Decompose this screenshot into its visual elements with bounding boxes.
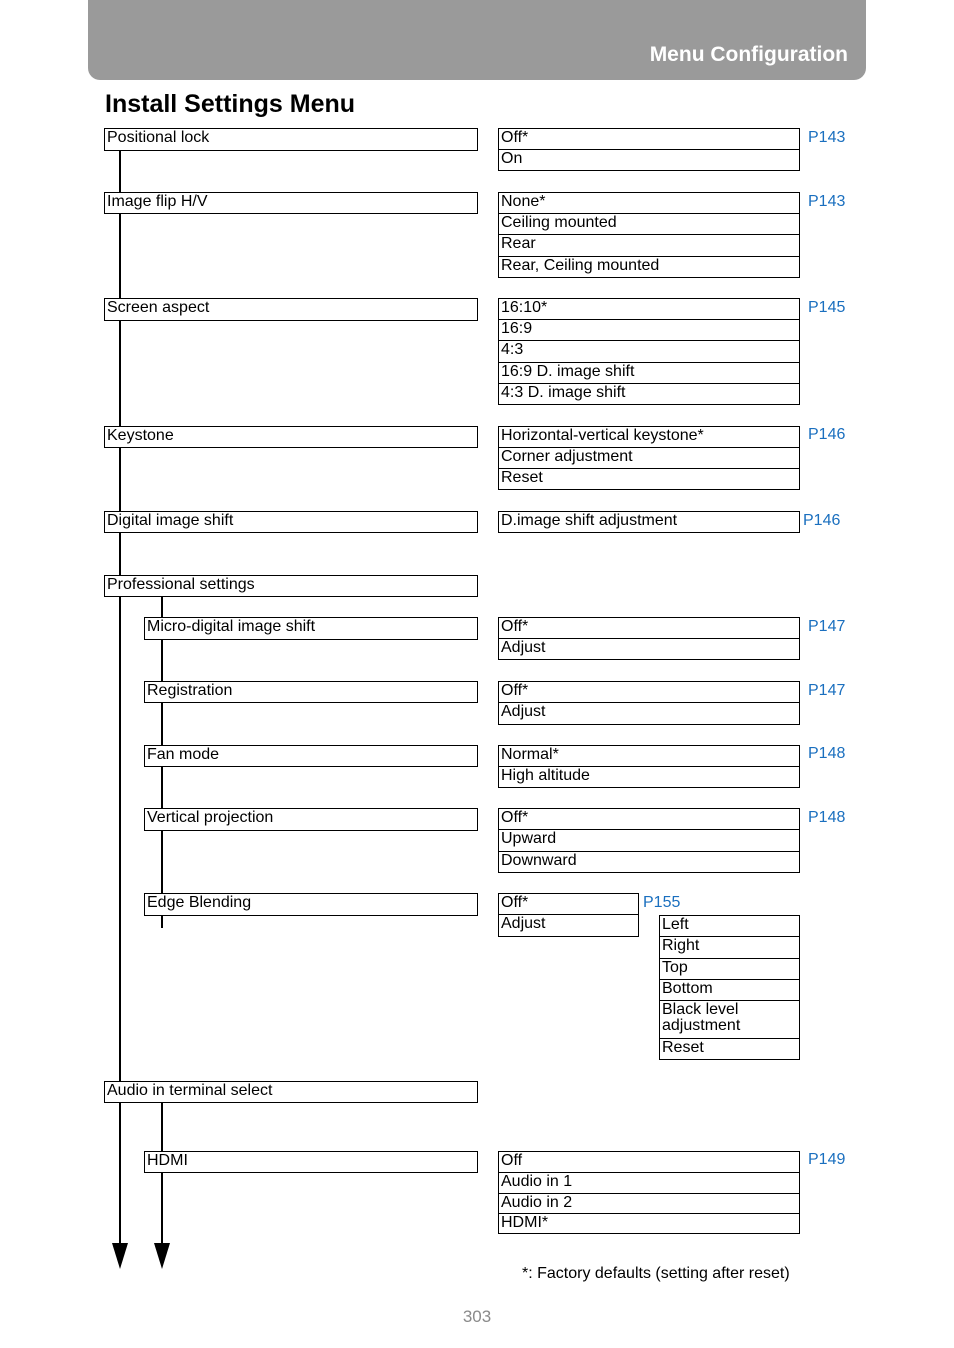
option-4-3-d-image-shift[interactable]: 4:3 D. image shift — [498, 383, 800, 405]
page-ref-link[interactable]: P147 — [808, 682, 846, 699]
menu-item-image-flip[interactable]: Image flip H/V — [104, 192, 478, 214]
option-hdmi[interactable]: HDMI* — [498, 1213, 800, 1234]
option-audio-in-1[interactable]: Audio in 1 — [498, 1172, 800, 1194]
option-adjust[interactable]: Adjust — [498, 638, 800, 660]
page-ref-link[interactable]: P145 — [808, 299, 846, 316]
option-reset[interactable]: Reset — [498, 468, 800, 490]
option-off[interactable]: Off — [498, 1151, 800, 1173]
option-high-altitude[interactable]: High altitude — [498, 766, 800, 788]
submenu-item-edge-blending[interactable]: Edge Blending — [144, 893, 478, 916]
menu-item-professional-settings[interactable]: Professional settings — [104, 575, 478, 597]
option-on[interactable]: On — [498, 149, 800, 171]
page-title: Install Settings Menu — [105, 90, 356, 118]
submenu-item-vertical-projection[interactable]: Vertical projection — [144, 808, 478, 831]
menu-item-keystone[interactable]: Keystone — [104, 426, 478, 448]
menu-item-positional-lock[interactable]: Positional lock — [104, 128, 478, 151]
adjust-option-left[interactable]: Left — [659, 915, 800, 937]
section-title: Menu Configuration — [649, 43, 848, 66]
option-downward[interactable]: Downward — [498, 851, 800, 873]
option-off[interactable]: Off* — [498, 128, 800, 150]
page-ref-link[interactable]: P149 — [808, 1151, 846, 1168]
page-ref-link[interactable]: P155 — [643, 894, 681, 911]
submenu-item-fan-mode[interactable]: Fan mode — [144, 745, 478, 767]
header-bar — [88, 0, 866, 80]
option-none[interactable]: None* — [498, 192, 800, 214]
page-ref-link[interactable]: P147 — [808, 618, 846, 635]
option-16-9-d-image-shift[interactable]: 16:9 D. image shift — [498, 362, 800, 384]
page-number: 303 — [462, 1307, 492, 1326]
adjust-option-top[interactable]: Top — [659, 958, 800, 980]
option-audio-in-2[interactable]: Audio in 2 — [498, 1193, 800, 1214]
adjust-option-right[interactable]: Right — [659, 936, 800, 959]
footnote: *: Factory defaults (setting after reset) — [522, 1265, 790, 1282]
audio-tree-line — [161, 1102, 163, 1246]
adjust-option-bottom[interactable]: Bottom — [659, 979, 800, 1001]
option-normal[interactable]: Normal* — [498, 745, 800, 767]
page-ref-link[interactable]: P146 — [803, 512, 841, 529]
audio-tree-arrow-icon — [154, 1243, 170, 1269]
submenu-item-registration[interactable]: Registration — [144, 681, 478, 703]
option-adjust[interactable]: Adjust — [498, 914, 639, 937]
adjust-option-black-level-adjustment[interactable]: Black level adjustment — [659, 1000, 800, 1039]
option-d-image-shift-adjustment[interactable]: D.image shift adjustment — [498, 511, 800, 533]
option-off[interactable]: Off* — [498, 617, 800, 639]
option-16-10[interactable]: 16:10* — [498, 298, 800, 320]
main-tree-arrow-icon — [112, 1243, 128, 1269]
option-rear[interactable]: Rear — [498, 234, 800, 257]
option-off[interactable]: Off* — [498, 893, 639, 915]
option-4-3[interactable]: 4:3 — [498, 340, 800, 363]
page-ref-link[interactable]: P143 — [808, 129, 846, 146]
page-ref-link[interactable]: P143 — [808, 193, 846, 210]
page-ref-link[interactable]: P148 — [808, 745, 846, 762]
menu-item-digital-image-shift[interactable]: Digital image shift — [104, 511, 478, 533]
option-adjust[interactable]: Adjust — [498, 702, 800, 725]
option-horizontal-vertical-keystone[interactable]: Horizontal-vertical keystone* — [498, 426, 800, 448]
option-ceiling-mounted[interactable]: Ceiling mounted — [498, 213, 800, 235]
menu-item-screen-aspect[interactable]: Screen aspect — [104, 298, 478, 321]
option-off[interactable]: Off* — [498, 681, 800, 703]
submenu-item-hdmi[interactable]: HDMI — [144, 1151, 478, 1173]
option-rear-ceiling-mounted[interactable]: Rear, Ceiling mounted — [498, 256, 800, 278]
option-16-9[interactable]: 16:9 — [498, 319, 800, 341]
option-off[interactable]: Off* — [498, 808, 800, 830]
menu-item-audio-in-terminal-select[interactable]: Audio in terminal select — [104, 1081, 478, 1103]
option-upward[interactable]: Upward — [498, 829, 800, 852]
option-corner-adjustment[interactable]: Corner adjustment — [498, 447, 800, 469]
page-ref-link[interactable]: P146 — [808, 426, 846, 443]
adjust-option-reset[interactable]: Reset — [659, 1038, 800, 1060]
submenu-item-micro-digital-image-shift[interactable]: Micro-digital image shift — [144, 617, 478, 640]
page-ref-link[interactable]: P148 — [808, 809, 846, 826]
